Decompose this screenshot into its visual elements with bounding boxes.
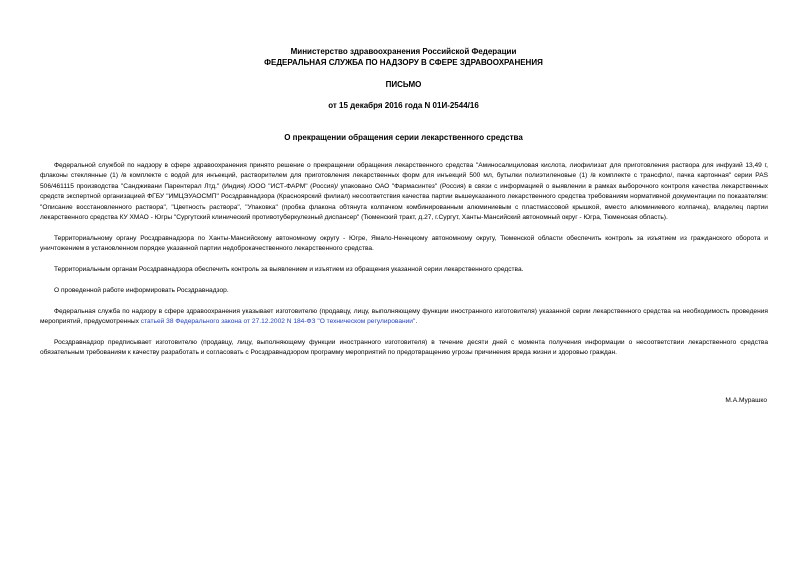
ministry-name: Министерство здравоохранения Российской Федерации [290, 47, 517, 56]
signature-name: М.А.Мурашко [725, 397, 767, 404]
document-type: ПИСЬМО [385, 80, 422, 89]
document-body [40, 161, 768, 369]
paragraph-text: . [415, 318, 418, 326]
paragraph-manufacturer-measures [40, 307, 768, 328]
document-date-number: от 15 декабря 2016 года N 01И-2544/16 [328, 101, 479, 110]
service-name: ФЕДЕРАЛЬНАЯ СЛУЖБА ПО НАДЗОРУ В СФЕРЕ ЗДРАВООХРАНЕНИЯ [264, 58, 543, 67]
law-reference-link[interactable]: статьей 38 Федерального закона от 27.12.2002 N 184-ФЗ "О техническом регулировании" [140, 318, 416, 326]
paragraph-text: Федеральная служба по надзору в сфере здравоохранения указывает изготовителю (продавцу, лицу, выполняющему функции иностранного изготовителя) указанной серии лекарственного средства на необходимость проведения мероприятий, предусмотренных [40, 307, 768, 326]
paragraph-inform: О проведенной работе информировать Росздравнадзор. [54, 286, 229, 294]
document-subject: О прекращении обращения серии лекарственного средства [284, 133, 523, 142]
paragraph-territorial-khmao: Территориальному органу Росздравнадзора по Ханты-Мансийскому автономному округу - Югре, Ямало-Ненецкому автономному округу, Тюменской области обеспечить контроль за изъятием из гражданского оборота и уничтожением в установленном порядке указанной партии недоброкачественного лекарственного средства. [40, 234, 768, 253]
document-header [0, 46, 807, 68]
paragraph-territorial-bodies: Территориальным органам Росздравнадзора обеспечить контроль за выявлением и изъятием из обращения указанной серии лекарственного средства. [54, 266, 524, 274]
paragraph-prescription: Росздравнадзор предписывает изготовителю (продавцу, лицу, выполняющему функции иностранного изготовителя) в течение десяти дней с момента получения информации о несоответствии лекарственного средства обязательным требованиям к качеству разработать и согласовать с Росздравнадзором программу мероприятий по предотвращению угрозы причинения вреда жизни и здоровью граждан. [40, 338, 768, 357]
paragraph-decision: Федеральной службой по надзору в сфере здравоохранения принято решение о прекращении обращения лекарственного средства "Аминосалициловая кислота, лиофилизат для приготовления раствора для инфузий 13,49 г, флаконы стеклянные (1) /в комплекте с водой для инъекций, растворителем для приготовления лекарственных форм для инъекций 500 мл, бутылки полиэтиленовые (1) /в комплекте с трансфло/, пачка картонная" серии PAS 506/461115 производства "Сандживани Парентерал Лтд." (Индия) /ООО "ИСТ-ФАРМ" (Россия)/ упаковано ОАО "Фармасинтез" (Россия) в связи с информацией о выявлении в рамках выборочного контроля качества лекарственных средств экспертной организацией ФГБУ "ИМЦЭУАОСМП" Росздравнадзора (Красноярский филиал) несоответствия качества партии вышеуказанного лекарственного средства требованиям нормативной документации по показателям: "Описание восстановленного раствора", "Цветность раствора", "Упаковка" (пробка флакона обтянута колпачком комбинированным алюминиевым с пластмассовой крышкой, вместо алюминиевого колпачка), владелец партии лекарственного средства КУ ХМАО - Югры "Сургутский клинический противотуберкулезный диспансер" (Тюменский тракт, д.27, г.Сургут, Ханты-Мансийский автономный округ - Югра, Тюменская область). [40, 162, 768, 222]
